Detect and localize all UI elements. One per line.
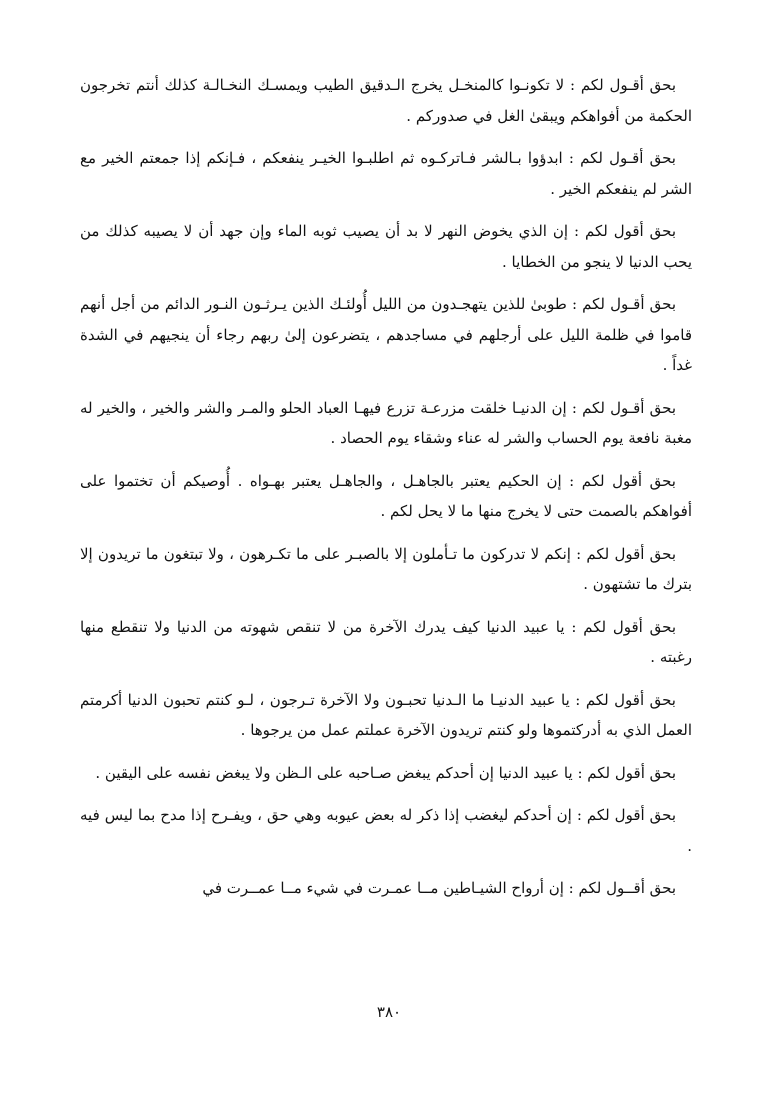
paragraph-12: بحق أقــول لكم : إن أرواح الشيـاطين مــا عمـرت في شيء مــا عمــرت في [202,879,676,897]
paragraph-2: بحق أقـول لكم : ابدؤوا بـالشر فـاتركـوه ثم اطلبـوا الخيـر ينفعكم ، فـإنكم إذا جمعتم الخير مع الشر لم ينفعكم الخير . [80,149,692,198]
paragraph-8: بحق أقول لكم : يا عبيد الدنيا كيف يدرك الآخرة من لا تنقص شهوته من الدنيا ولا تنقطع منها رغبته . [80,617,692,666]
paragraph-3: بحق أقول لكم : إن الذي يخوض النهر لا بد أن يصيب ثوبه الماء وإن جهد أن لا يصيبه كذلك من يحب الدنيا لا ينجو من الخطايا . [80,222,692,271]
paragraph-4: بحق أقـول لكم : طوبىٰ للذين يتهجـدون من الليل أُولئـك الذين يـرثـون النـور الدائم من أجل أنهم قاموا في ظلمة الليل على أرجلهم في مساجدهم ، يتضرعون إلىٰ ربهم رجاء أن ينجيهم في الشدة غداً . [80,295,692,374]
paragraph-7: بحق أقول لكم : إنكم لا تدركون ما تـأملون إلا بالصبـر على ما تكـرهون ، ولا تبتغون ما تريدون إلا بترك ما تشتهون . [80,544,692,593]
page-number: ٣٨٠ [376,1003,402,1021]
paragraph-1: بحق أقـول لكم : لا تكونـوا كالمنخـل يخرج الـدقيق الطيب ويمسـك النخـالـة كذلك أنتم تخرجون الحكمة من أفواهكم ويبقىٰ الغل في صدوركم . [80,76,692,125]
text-body [80,70,692,916]
paragraph-9: بحق أقول لكم : يا عبيد الدنيـا ما الـدنيا تحبـون ولا الآخرة تـرجون ، لـو كنتم تحبون الدنيا أكرمتم العمل الذي به أدركتموها ولو كنتم تريدون الآخرة عملتم عمل من يرجوها . [80,690,692,739]
paragraph-10: بحق أقول لكم : يا عبيد الدنيا إن أحدكم يبغض صـاحبه على الـظن ولا يبغض نفسه على اليقين . [95,763,676,782]
paragraph-5: بحق أقـول لكم : إن الدنيـا خلقت مزرعـة تزرع فيهـا العباد الحلو والمـر والشر والخير ، والخير له مغبة نافعة يوم الحساب والشر له عناء وشقاء يوم الحصاد . [80,398,692,447]
paragraph-11: بحق أقول لكم : إن أحدكم ليغضب إذا ذكر له بعض عيوبه وهي حق ، ويفـرح إذا مدح بما ليس فيه . [80,806,692,855]
paragraph-6: بحق أقول لكم : إن الحكيم يعتبر بالجاهـل ، والجاهـل يعتبر بهـواه . أُوصيكم أن تختموا على أفواهكم بالصمت حتى لا يخرج منها ما لا يحل لكم . [80,471,692,520]
